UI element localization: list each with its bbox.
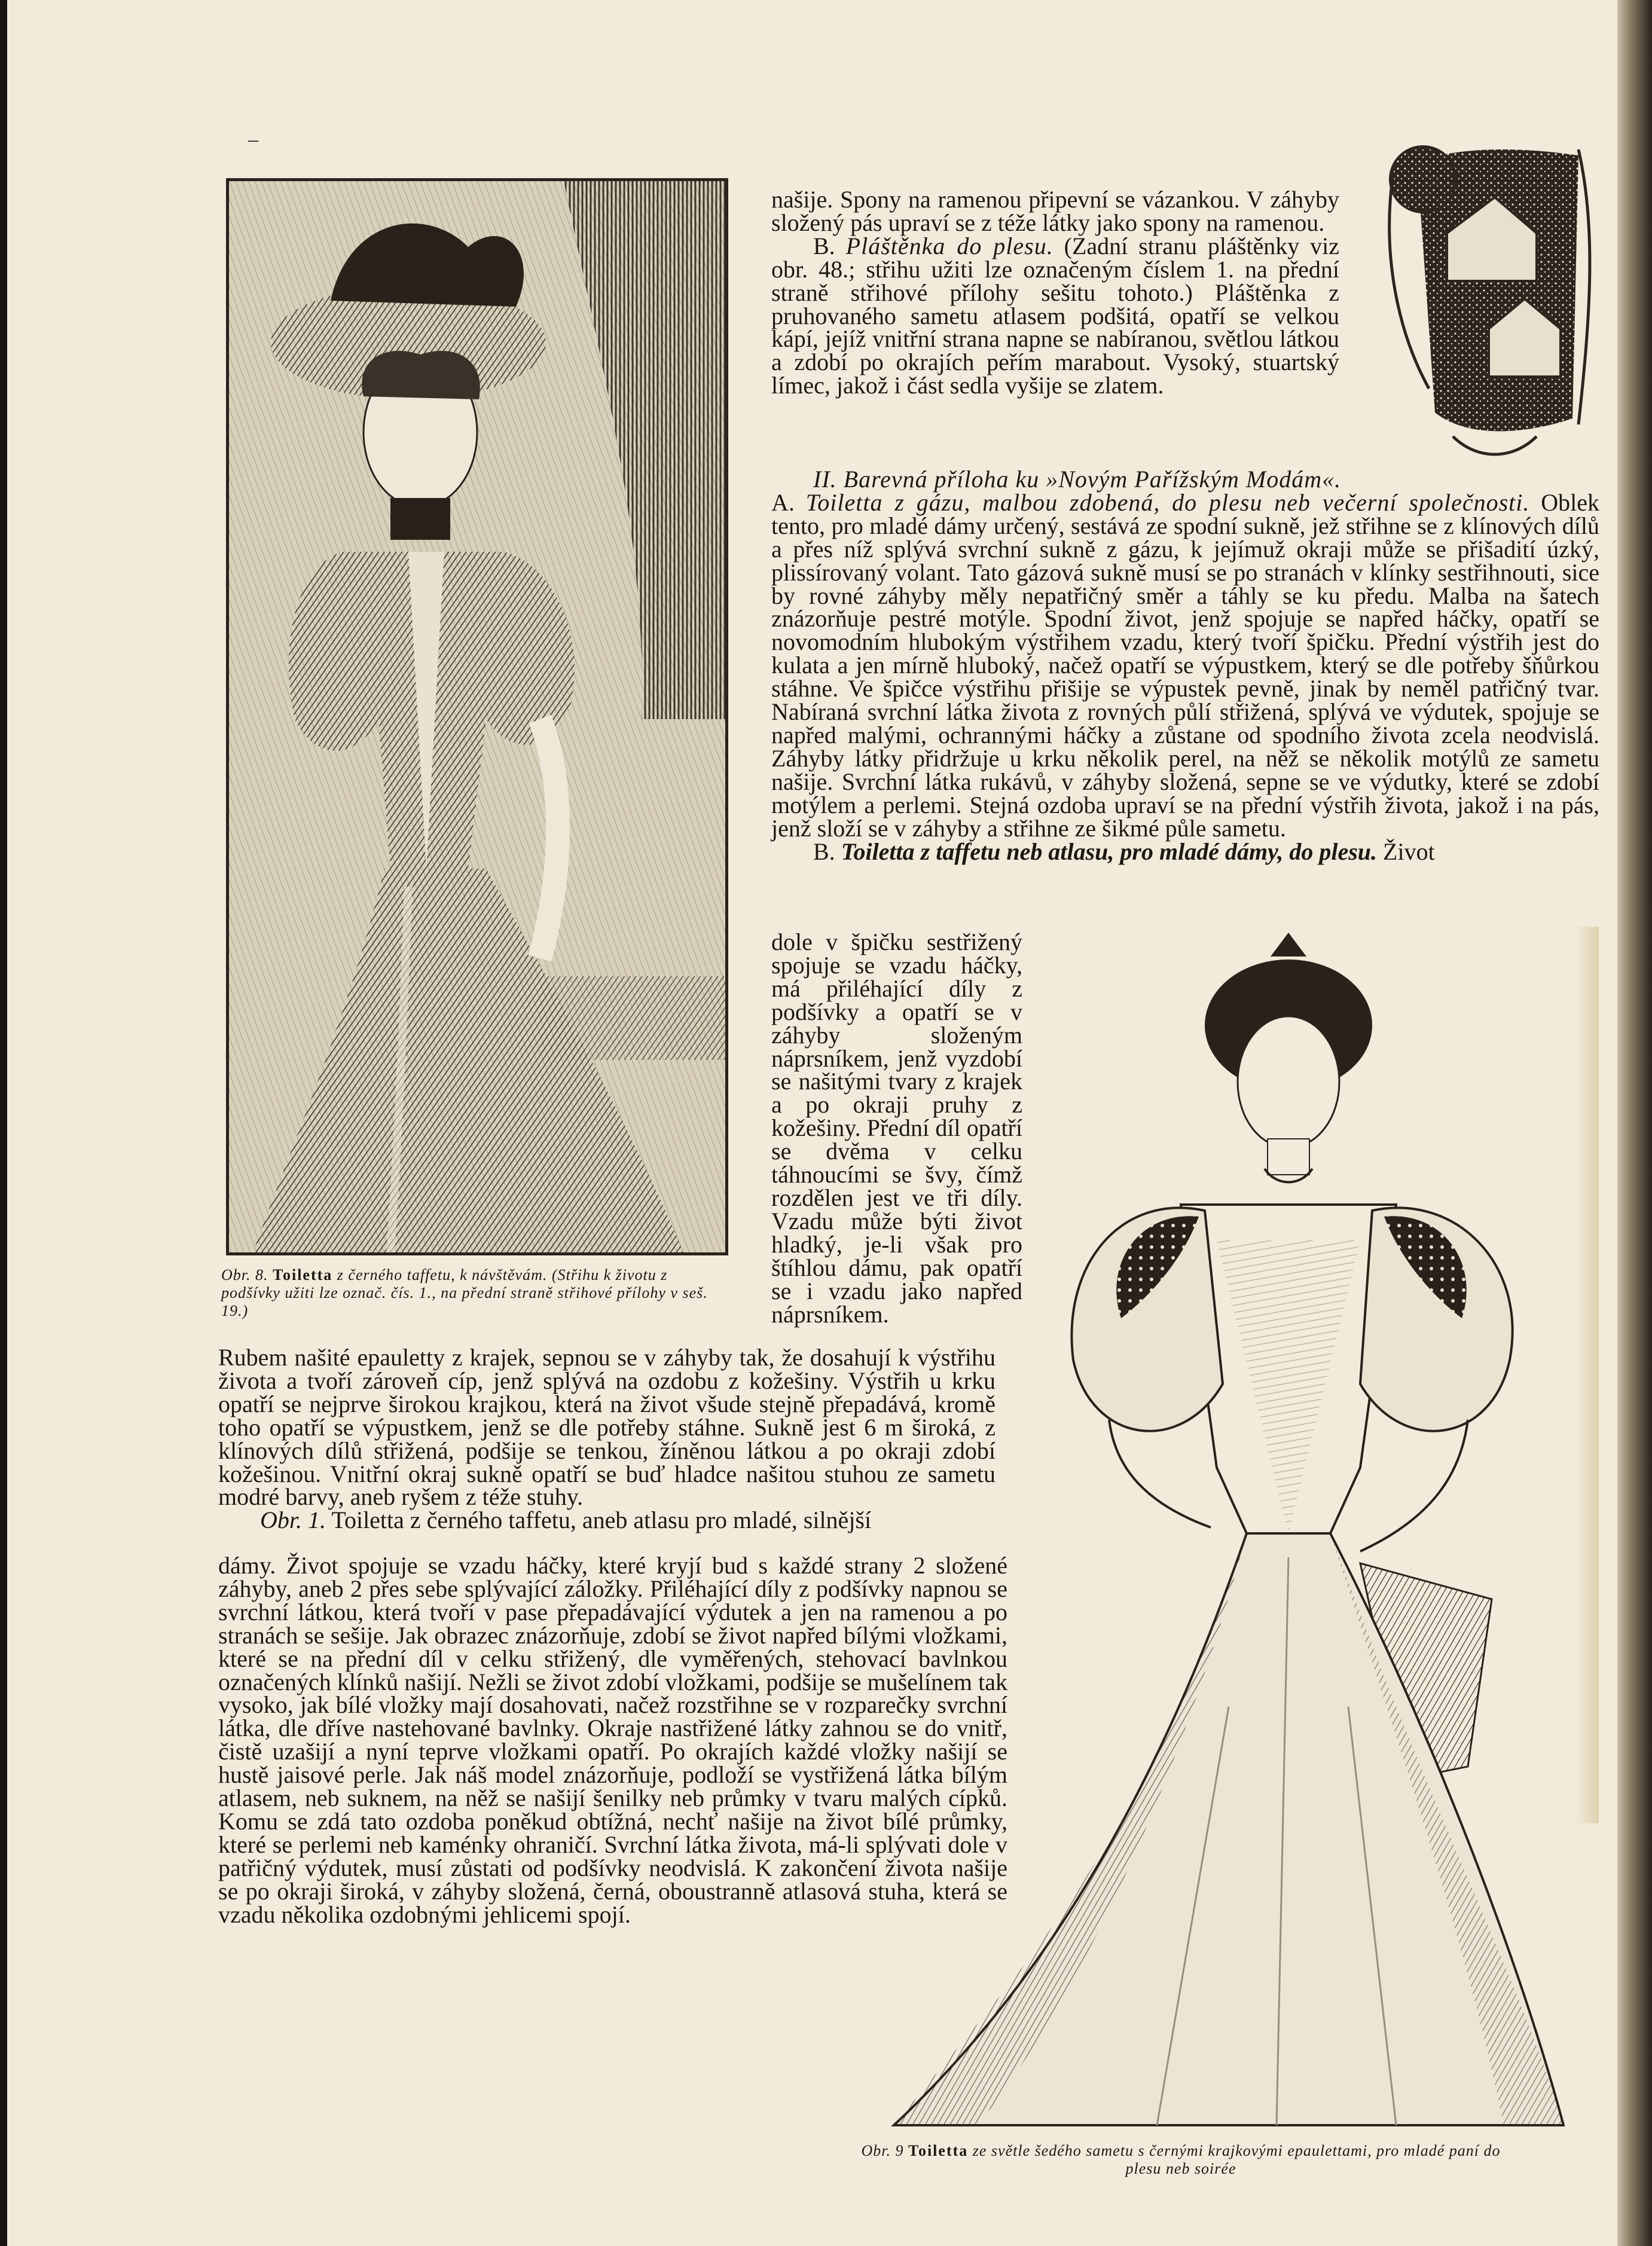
- plastenka-body: (Zadní stranu pláštěnky viz obr. 48.; střihu užiti lze označeným číslem 1. na přední straně střihové přílohy sešitu tohoto.) Pláštěnka z pruhovaného sametu atlasem podšitá, opatří se velkou kápí, jejíž vnitřní strana napne se nabíranou, světlou látkou a zdobí po okrajích peřím marabout. Vysoký, stuartský límec, jakož i část sedla vyšije se zlatem.: [771, 232, 1340, 399]
- toiletta-a-label: A.: [771, 488, 795, 516]
- toiletta-a-body: Oblek tento, pro mladé dámy určený, sestává ze spodní sukně, jež střihne se z klínových dílů a přes níž splývá svrchní sukně z gázu, k jejímuž okraji může se přišadití úzký, plissírovaný volant. Tato gázová sukně musí se po stranách v klínky sestřihnouti, sice by rovné záhyby měly nepatřičný směr a táhly se ku předu. Malba na šatech znázorňuje pestré motýle. Spodní život, jenž spojuje se napřed háčky, opatří se novomodním hlubokým výstřihem vzadu, který tvoří špičku. Přední výstřih jest do kulata a jen mírně hluboký, načež opatří se výpustkem, který se dle potřeby šňůrkou stáhne. Ve špičce výstřihu přišije se výpustek pevně, jinak by neměl patřičný tvar. Nabíraná svrchní látka života z rovných půlí střižená, splývá ve výdutek, spojuje se napřed malými, ochrannými háčky a zůstane od spodního života zcela neodvislá. Záhyby látky přidržuje u krku několik perel, na něž se několik motýlů ze sametu našije. Svrchní látka rukávů, v záhyby složená, sepne se ve výdutky, které se zdobí motýlem a perlemi. Stejná ozdoba upraví se na přední výstřih života, jakož i na pás, jenž složí se v záhyby a střihne ze šikmé půle sametu.: [771, 488, 1599, 842]
- toiletta-b-label: B.: [813, 838, 835, 865]
- caption-label: Obr. 8.: [221, 1266, 268, 1284]
- toiletta-a-title: Toiletta z gázu, malbou zdobená, do plesu neb večerní společnosti.: [805, 488, 1530, 516]
- caption-text: ze světle šedého sametu s černými krajkovými epaulettami, pro mladé paní do plesu neb soirée: [972, 2142, 1501, 2177]
- figure-8-illustration: [226, 178, 728, 1255]
- paragraph-spony: našije. Spony na ramenou připevní se vázankou. V záhyby složený pás upraví se z téže látky jako spony na ramenou.: [771, 186, 1339, 236]
- toiletta-b-title: Toiletta z taffetu neb atlasu, pro mladé dámy, do plesu.: [841, 838, 1378, 865]
- text-column-top: [771, 188, 1339, 398]
- lady-with-hat-engraving: [229, 181, 725, 1252]
- plastenka-label: B.: [813, 232, 835, 259]
- figure-8-caption: [221, 1266, 723, 1320]
- toiletta-b-start: Život: [1383, 838, 1435, 865]
- toiletta-b-narrow: dole v špičku sestřižený spojuje se vzadu háčky, má přiléhající díly z podšívky a opatří se v záhyby složeným náprsníkem, jenž vyzdobí se našitými tvary z krajek a po okraji pruhy z kožešiny. Přední díl opatří se dvěma v celku táhnoucími se švy, čímž rozdělen jest ve tři díly. Vzadu může býti život hladký, je-li však pro štíhlou dámu, pak opatří se i vzadu jako napřed náprsníkem.: [771, 928, 1022, 1328]
- book-spine: [1617, 0, 1652, 2246]
- caption-title: Toiletta: [908, 2142, 969, 2159]
- caption-title: Toiletta: [273, 1266, 333, 1284]
- caption-text: z černého taffetu, k návštěvám. (Střihu k životu z podšívky užiti lze označ. čís. 1., na přední straně střihové přílohy v seš. 19.): [221, 1266, 708, 1319]
- priloha-heading-text: II. Barevná příloha ku »Novým Pařížským Modám«.: [813, 466, 1342, 493]
- obr1-heading-text: Toiletta z černého taffetu, aneb atlasu pro mladé, silnější: [331, 1506, 872, 1534]
- priloha-heading: [771, 468, 1599, 491]
- paragraph-epauletty: Rubem našité epauletty z krajek, sepnou se v záhyby tak, že dosahují k výstřihu života a tvoří zároveň cíp, jenž splývá na ozdobu z kožešiny. Výstřih u krku opatří se nejprve širokou krajkou, která na život všude stejně přepadává, kromě toho opatří se výpustkem, jenž se dle potřeby stáhne. Sukně jest 6 m široká, z klínových dílů střižená, podšije se tenkou, žíněnou látkou a po okraji zdobí kožešinou. Vnitřní okraj sukně opatří se buď hladce našitou stuhou ze sametu modré barvy, aneb ryšem z téže stuhy.: [218, 1344, 996, 1511]
- text-column-priloha: [771, 468, 1599, 863]
- paragraph-toiletta-a: [771, 488, 1599, 842]
- caption-label: Obr. 9: [861, 2142, 904, 2159]
- figure-9-caption: [849, 2142, 1513, 2178]
- plastenka-title: Pláštěnka do plesu.: [845, 232, 1054, 259]
- paragraph-toiletta-b: [771, 838, 1599, 865]
- top-mark: –: [248, 129, 258, 151]
- obr1-label: Obr. 1.: [260, 1506, 326, 1534]
- winter-vignette-ornament: [1381, 137, 1596, 472]
- paragraph-plastenka: [771, 232, 1340, 399]
- obr1-body: dámy. Život spojuje se vzadu háčky, které kryjí bud s každé strany 2 složené záhyby, aneb 2 přes sebe splývající záložky. Přiléhající díly z podšívky napnou se svrchní látkou, která tvoří v pase přepadávající výdutek a jen na ramenou a po stranách se sešije. Jak obrazec znázorňuje, zdobí se život napřed bílými vložkami, které se na přední díl v celku střižený, dle vyměřených, stehovací bavlnkou označených klínků našijí. Nežli se život zdobí vložkami, podšije se mušelínem tak vysoko, jak bílé vložky mají dosahovati, načež rozstřihne se v rozparečky svrchní látka, dle dříve nastehované bavlnky. Okraje nastřižené látky zahnou se do vnitř, čistě uzašijí a nyní teprve vložkami opatří. Po okrajích každé vložky našijí se hustě jaisové perle. Jak náš model znázorňuje, podloží se vystřižená látka bílým atlasem, neb suknem, na něž se našijí šenilky neb průmky v tvaru malých cípků. Komu se zdá tato ozdoba poněkud obtížná, nechť našije na život bílé průmky, které se perlemi neb kaménky ohraničí. Svrchní látka života, má-li splývati dole v patřičný výdutek, musí zůstati od podšívky neodvislá. K zakončení života našije se po okraji široká, v záhyby složená, černá, oboustranně atlasová stuha, která se vzadu několika ozdobnými jehlicemi spojí.: [218, 1552, 1007, 1928]
- lady-ball-gown-engraving: [750, 930, 1593, 2143]
- snow-cottage-illustration: [1381, 137, 1596, 472]
- figure-9-illustration: [750, 930, 1593, 2143]
